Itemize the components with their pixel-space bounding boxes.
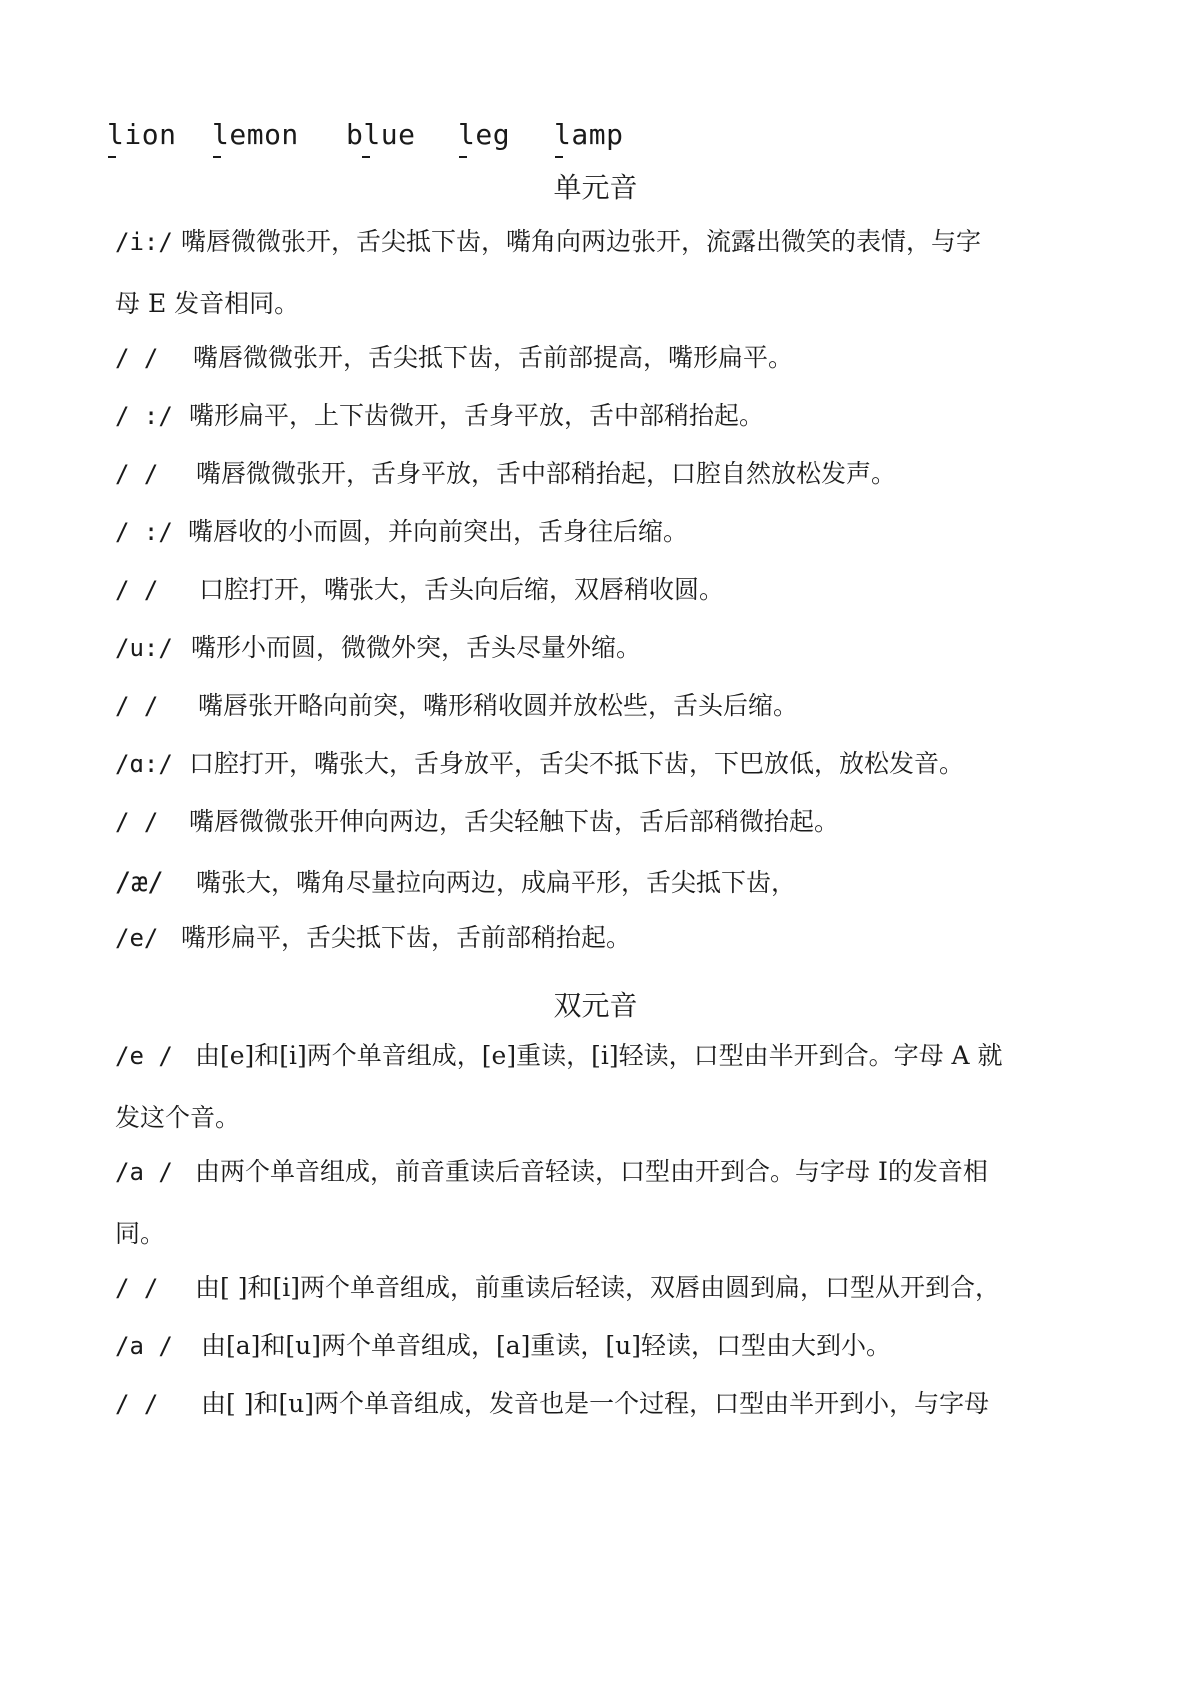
description: 口腔打开，嘴张大，舌头向后缩，双唇稍收圆。 bbox=[199, 575, 725, 604]
description: 口腔打开，嘴张大，舌身放平，舌尖不抵下齿，下巴放低，放松发音。 bbox=[189, 749, 965, 778]
description: 由[ ]和[u]两个单音组成，发音也是一个过程，口型由半开到小，与字母 bbox=[201, 1389, 990, 1418]
word-lamp: lamp bbox=[554, 118, 623, 151]
phonetic-symbol: /e/ bbox=[115, 924, 159, 952]
phonetic-symbol: /a / bbox=[115, 1158, 173, 1186]
underline-mark bbox=[555, 156, 563, 158]
description: 嘴唇微微张开，舌尖抵下齿，嘴角向两边张开，流露出微笑的表情，与字 bbox=[181, 227, 982, 256]
underline-mark bbox=[213, 156, 221, 158]
phonetic-symbol: / / bbox=[115, 1274, 159, 1302]
vowel-entry-continued bbox=[115, 287, 1081, 321]
vowel-entry bbox=[115, 747, 1081, 781]
word-lion: lion bbox=[107, 118, 176, 151]
phonetic-symbol: / / bbox=[115, 344, 159, 372]
description: 嘴唇张开略向前突，嘴形稍收圆并放松些，舌头后缩。 bbox=[198, 691, 799, 720]
phonetic-symbol: /ɑ:/ bbox=[115, 750, 173, 778]
vowel-entry bbox=[115, 921, 1081, 955]
description: 由两个单音组成，前音重读后音轻读，口型由开到合。与字母 I的发音相 bbox=[195, 1157, 988, 1186]
phonetic-symbol: /a / bbox=[115, 1332, 173, 1360]
description: 由[e]和[i]两个单音组成，[e]重读，[i]轻读，口型由半开到合。字母 A 就 bbox=[195, 1041, 1003, 1070]
phonetic-symbol: /i:/ bbox=[115, 228, 173, 256]
vowel-entry bbox=[115, 457, 1081, 491]
description: 嘴唇微微张开，舌尖抵下齿，舌前部提高，嘴形扁平。 bbox=[193, 343, 794, 372]
description: 由[a]和[u]两个单音组成，[a]重读，[u]轻读，口型由大到小。 bbox=[201, 1331, 892, 1360]
section-heading-monophthongs: 单元音 bbox=[553, 171, 638, 204]
description: 嘴唇微微张开，舌身平放，舌中部稍抬起，口腔自然放松发声。 bbox=[196, 459, 897, 488]
phonetic-symbol: / :/ bbox=[115, 402, 173, 430]
phonetic-symbol: /u:/ bbox=[115, 634, 173, 662]
vowel-entry bbox=[115, 631, 1081, 665]
description: 嘴唇收的小而圆，并向前突出，舌身往后缩。 bbox=[188, 517, 689, 546]
description: 嘴形扁平，上下齿微开，舌身平放，舌中部稍抬起。 bbox=[189, 401, 765, 430]
word-lemon: lemon bbox=[212, 118, 299, 151]
underline-mark bbox=[362, 156, 370, 158]
vowel-entry bbox=[115, 1387, 1081, 1421]
vowel-entry bbox=[115, 399, 1081, 433]
phonetic-symbol: /æ/ bbox=[115, 867, 164, 898]
vowel-entry bbox=[115, 805, 1081, 839]
vowel-entry bbox=[115, 1155, 1081, 1189]
underline-mark bbox=[459, 156, 467, 158]
phonetic-symbol: /e / bbox=[115, 1042, 173, 1070]
description: 嘴形小而圆，微微外突，舌头尽量外缩。 bbox=[191, 633, 642, 662]
vowel-entry bbox=[115, 1329, 1081, 1363]
vowel-entry bbox=[115, 1271, 1081, 1305]
description: 嘴张大，嘴角尽量拉向两边，成扁平形，舌尖抵下齿， bbox=[196, 868, 797, 897]
vowel-entry-continued bbox=[115, 1101, 1081, 1135]
example-words bbox=[0, 118, 1191, 168]
vowel-entry-continued bbox=[115, 1217, 1081, 1251]
section-heading-diphthongs: 双元音 bbox=[553, 989, 638, 1022]
underline-mark bbox=[108, 156, 116, 158]
phonetic-symbol: / / bbox=[115, 692, 159, 720]
phonetic-symbol: / / bbox=[115, 1390, 159, 1418]
vowel-entry bbox=[115, 689, 1081, 723]
phonetic-symbol: / / bbox=[115, 460, 159, 488]
description: 由[ ]和[i]两个单音组成，前重读后轻读，双唇由圆到扁，口型从开到合， bbox=[195, 1273, 1000, 1302]
vowel-entry bbox=[115, 1039, 1081, 1073]
description-continued: 发这个音。 bbox=[115, 1103, 241, 1132]
vowel-entry bbox=[115, 573, 1081, 607]
vowel-entry bbox=[115, 515, 1081, 549]
word-blue: blue bbox=[346, 118, 415, 151]
vowel-entry bbox=[115, 866, 1081, 900]
description-continued: 母 E 发音相同。 bbox=[115, 289, 300, 318]
phonetic-symbol: / / bbox=[115, 808, 159, 836]
word-leg: leg bbox=[458, 118, 510, 151]
description-continued: 同。 bbox=[115, 1219, 166, 1248]
vowel-entry bbox=[115, 225, 1081, 259]
description: 嘴形扁平，舌尖抵下齿，舌前部稍抬起。 bbox=[181, 923, 632, 952]
vowel-entry bbox=[115, 341, 1081, 375]
description: 嘴唇微微张开伸向两边，舌尖轻触下齿，舌后部稍微抬起。 bbox=[189, 807, 840, 836]
phonetic-symbol: / / bbox=[115, 576, 159, 604]
phonetic-symbol: / :/ bbox=[115, 518, 173, 546]
